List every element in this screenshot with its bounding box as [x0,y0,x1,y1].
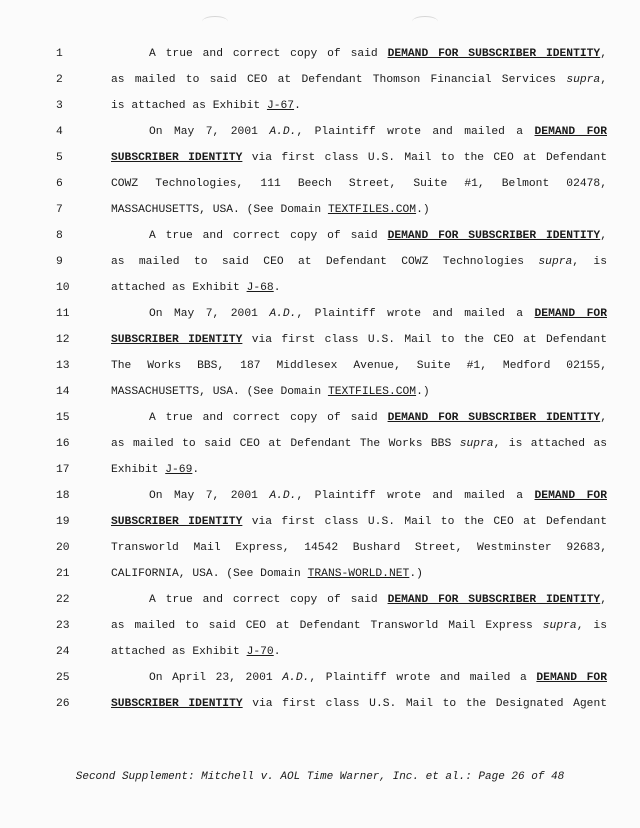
line-number: 10 [56,282,70,294]
punch-hole-mark-right [412,16,438,27]
exhibit-ref: J-69 [165,464,193,476]
line-17: 17 Exhibit J-69. [0,457,640,483]
domain-ref: TEXTFILES.COM [327,204,417,216]
line-12: 12 SUBSCRIBER IDENTITY via first class U.S. Mail to the CEO at Defendant [0,327,640,353]
line-number: 6 [56,178,63,190]
pleading-body [0,41,640,717]
line-22: 22 A true and correct copy of said DEMAND FOR SUBSCRIBER IDENTITY, [0,587,640,613]
line-number: 4 [56,126,63,138]
line-number: 26 [56,698,70,710]
line-26: 26 SUBSCRIBER IDENTITY via first class U.S. Mail to the Designated Agent [0,691,640,717]
line-number: 17 [56,464,70,476]
line-24: 24 attached as Exhibit J-70. [0,639,640,665]
domain-ref: TRANS-WORLD.NET [307,568,410,580]
line-number: 8 [56,230,63,242]
line-number: 2 [56,74,63,86]
line-number: 11 [56,308,70,320]
line-13: 13 The Works BBS, 187 Middlesex Avenue, Suite #1, Medford 02155, [0,353,640,379]
line-number: 22 [56,594,70,606]
line-1: 1 A true and correct copy of said DEMAND FOR SUBSCRIBER IDENTITY, [0,41,640,67]
demand-label: DEMAND FOR SUBSCRIBER IDENTITY [387,48,601,60]
page-footer: Second Supplement: Mitchell v. AOL Time Warner, Inc. et al.: Page 26 of 48 [75,771,565,783]
exhibit-ref: J-68 [246,282,274,294]
line-6: 6 COWZ Technologies, 111 Beech Street, Suite #1, Belmont 02478, [0,171,640,197]
line-number: 18 [56,490,70,502]
line-23: 23 as mailed to said CEO at Defendant Transworld Mail Express supra, is [0,613,640,639]
line-number: 21 [56,568,70,580]
line-21: 21 CALIFORNIA, USA. (See Domain TRANS-WORLD.NET.) [0,561,640,587]
domain-ref: TEXTFILES.COM [327,386,417,398]
exhibit-ref: J-67 [266,100,295,112]
line-number: 3 [56,100,63,112]
line-number: 15 [56,412,70,424]
line-number: 16 [56,438,70,450]
line-number: 20 [56,542,70,554]
line-number: 5 [56,152,63,164]
line-20: 20 Transworld Mail Express, 14542 Bushard Street, Westminster 92683, [0,535,640,561]
line-9: 9 as mailed to said CEO at Defendant COWZ Technologies supra, is [0,249,640,275]
line-number: 12 [56,334,70,346]
line-25: 25 On April 23, 2001 A.D., Plaintiff wrote and mailed a DEMAND FOR [0,665,640,691]
line-4: 4 On May 7, 2001 A.D., Plaintiff wrote and mailed a DEMAND FOR [0,119,640,145]
line-2: 2 as mailed to said CEO at Defendant Thomson Financial Services supra, [0,67,640,93]
line-number: 24 [56,646,70,658]
line-number: 7 [56,204,63,216]
line-15: 15 A true and correct copy of said DEMAND FOR SUBSCRIBER IDENTITY, [0,405,640,431]
line-number: 25 [56,672,70,684]
exhibit-ref: J-70 [246,646,274,658]
line-number: 19 [56,516,70,528]
line-number: 1 [56,48,63,60]
line-18: 18 On May 7, 2001 A.D., Plaintiff wrote and mailed a DEMAND FOR [0,483,640,509]
line-number: 23 [56,620,70,632]
punch-hole-mark-left [202,16,228,27]
line-16: 16 as mailed to said CEO at Defendant The Works BBS supra, is attached as [0,431,640,457]
line-11: 11 On May 7, 2001 A.D., Plaintiff wrote and mailed a DEMAND FOR [0,301,640,327]
line-14: 14 MASSACHUSETTS, USA. (See Domain TEXTFILES.COM.) [0,379,640,405]
line-number: 13 [56,360,70,372]
line-10: 10 attached as Exhibit J-68. [0,275,640,301]
line-3: 3 is attached as Exhibit J-67. [0,93,640,119]
line-5: 5 SUBSCRIBER IDENTITY via first class U.S. Mail to the CEO at Defendant [0,145,640,171]
line-7: 7 MASSACHUSETTS, USA. (See Domain TEXTFILES.COM.) [0,197,640,223]
line-19: 19 SUBSCRIBER IDENTITY via first class U.S. Mail to the CEO at Defendant [0,509,640,535]
line-number: 9 [56,256,63,268]
line-8: 8 A true and correct copy of said DEMAND FOR SUBSCRIBER IDENTITY, [0,223,640,249]
line-number: 14 [56,386,70,398]
